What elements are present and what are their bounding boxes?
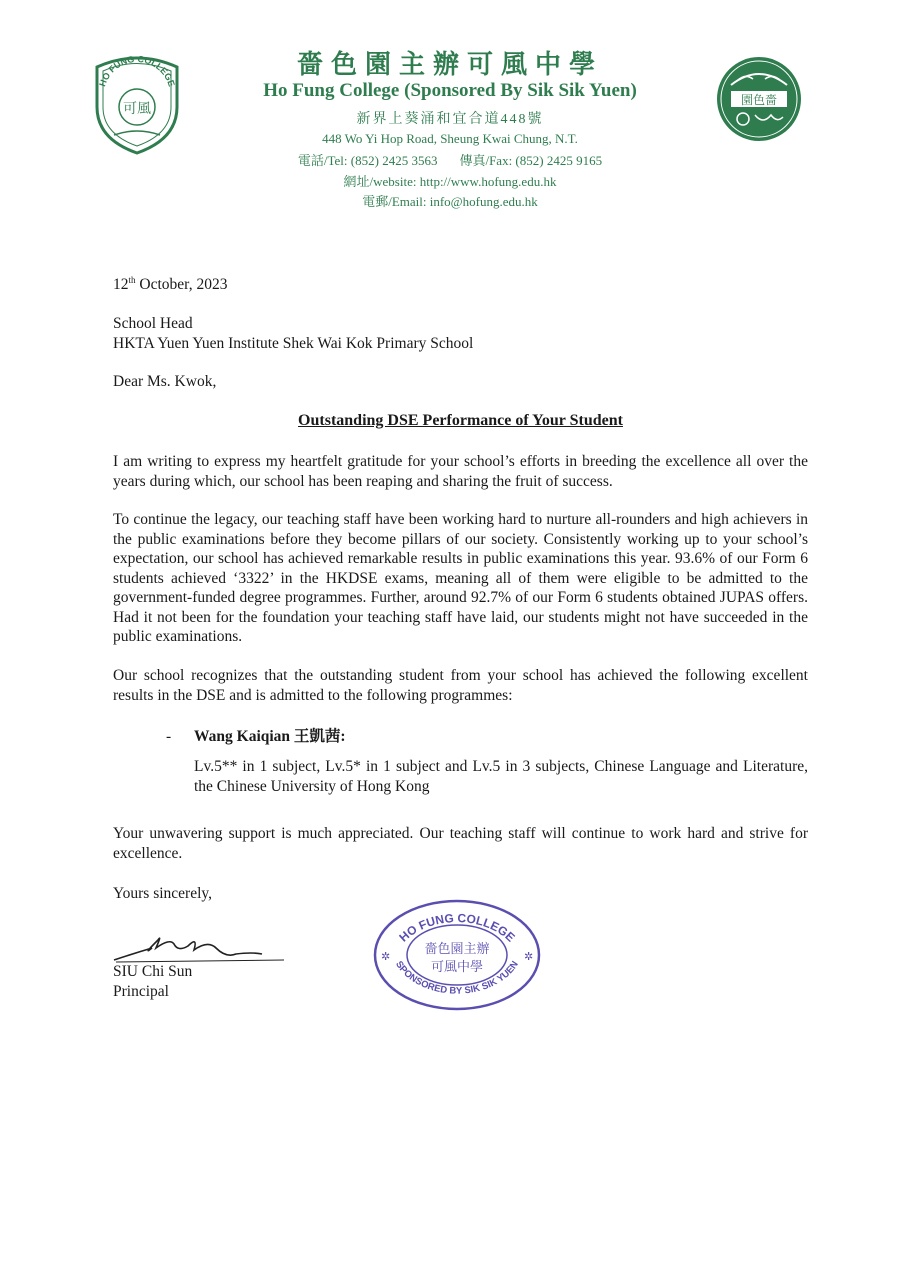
letter-subject: Outstanding DSE Performance of Your Student bbox=[298, 412, 623, 429]
paragraph-recognition: Our school recognizes that the outstanding student from your school has achieved the following excellent results in the DSE and is admitted to the following programmes: bbox=[113, 667, 808, 704]
emblem-chars: 園色嗇 bbox=[740, 93, 778, 107]
stamp-line-2: 可風中學 bbox=[430, 960, 484, 975]
recipient-block bbox=[113, 314, 808, 353]
chinese-address: 新界上葵涌和宜合道448號 bbox=[356, 112, 544, 127]
college-stamp-icon bbox=[372, 898, 542, 1013]
crest-chars: 可風 bbox=[123, 101, 151, 117]
email: 電郵/Email: info@hofung.edu.hk bbox=[362, 194, 538, 209]
signer-title: Principal bbox=[113, 983, 169, 1000]
student-results: Lv.5** in 1 subject, Lv.5* in 1 subject and Lv.5 in 3 subjects, Chinese Language and Literature, the Chinese University of Hong Kong bbox=[194, 758, 808, 795]
recipient-school: HKTA Yuen Yuen Institute Shek Wai Kok Primary School bbox=[113, 334, 474, 352]
stamp-line-1: 嗇色園主辦 bbox=[424, 942, 490, 957]
paragraph-appreciation: Your unwavering support is much appreciated. Our teaching staff will continue to work hard and strive for excellence. bbox=[113, 825, 808, 862]
school-english-name: Ho Fung College (Sponsored By Sik Sik Yuen) bbox=[263, 80, 637, 101]
school-chinese-name: 嗇色園主辦可風中學 bbox=[296, 50, 603, 79]
list-dash: - bbox=[166, 728, 172, 745]
stamp-top-text: HO FUNG COLLEGE bbox=[396, 911, 518, 945]
stamp-star-right-icon: ✲ bbox=[524, 950, 534, 963]
recipient-title: School Head bbox=[113, 315, 193, 332]
crest-ring-text: HO FUNG COLLEGE bbox=[97, 53, 177, 88]
fax: 傳真/Fax: (852) 2425 9165 bbox=[459, 153, 603, 168]
handwritten-signature bbox=[112, 918, 292, 968]
letter-date: 12th October, 2023 bbox=[113, 274, 228, 293]
salutation: Dear Ms. Kwok, bbox=[113, 373, 217, 390]
contact-phone-line bbox=[200, 150, 700, 169]
english-address: 448 Wo Yi Hop Road, Sheung Kwai Chung, N.T. bbox=[322, 131, 578, 146]
sik-sik-yuen-emblem-icon bbox=[715, 55, 803, 143]
closing: Yours sincerely, bbox=[113, 885, 213, 902]
college-crest-icon bbox=[92, 47, 182, 157]
paragraph-gratitude: I am writing to express my heartfelt gratitude for your school’s efforts in breeding the excellence all over the years during which, our school has been reaping and sharing the fruit of success. bbox=[113, 453, 808, 490]
website: 網址/website: http://www.hofung.edu.hk bbox=[343, 174, 557, 189]
telephone: 電話/Tel: (852) 2425 3563 bbox=[297, 153, 438, 168]
stamp-bottom-text: SPONSORED BY SIK SIK YUEN bbox=[393, 959, 521, 997]
stamp-star-left-icon: ✲ bbox=[381, 950, 391, 963]
student-name: Wang Kaiqian 王凱茜: bbox=[194, 728, 346, 745]
signer-name: SIU Chi Sun bbox=[113, 963, 193, 980]
paragraph-results: To continue the legacy, our teaching staff have been working hard to nurture all-rounders and high achievers in the public examinations before they become pillars of our society. Consistently working up to your school’s expectation, our school has achieved remarkable results in public examinations this year. 93.6% of our Form 6 students achieved ‘3322’ in the HKDSE exams, meaning all of them were eligible to be admitted to the government-funded degree programmes. Further, around 92.7% of our Form 6 students obtained JUPAS offers. Had it not been for the foundation your teaching staff have laid, our students might not have succeeded in the public examinations. bbox=[113, 511, 808, 645]
letterhead bbox=[0, 0, 905, 230]
